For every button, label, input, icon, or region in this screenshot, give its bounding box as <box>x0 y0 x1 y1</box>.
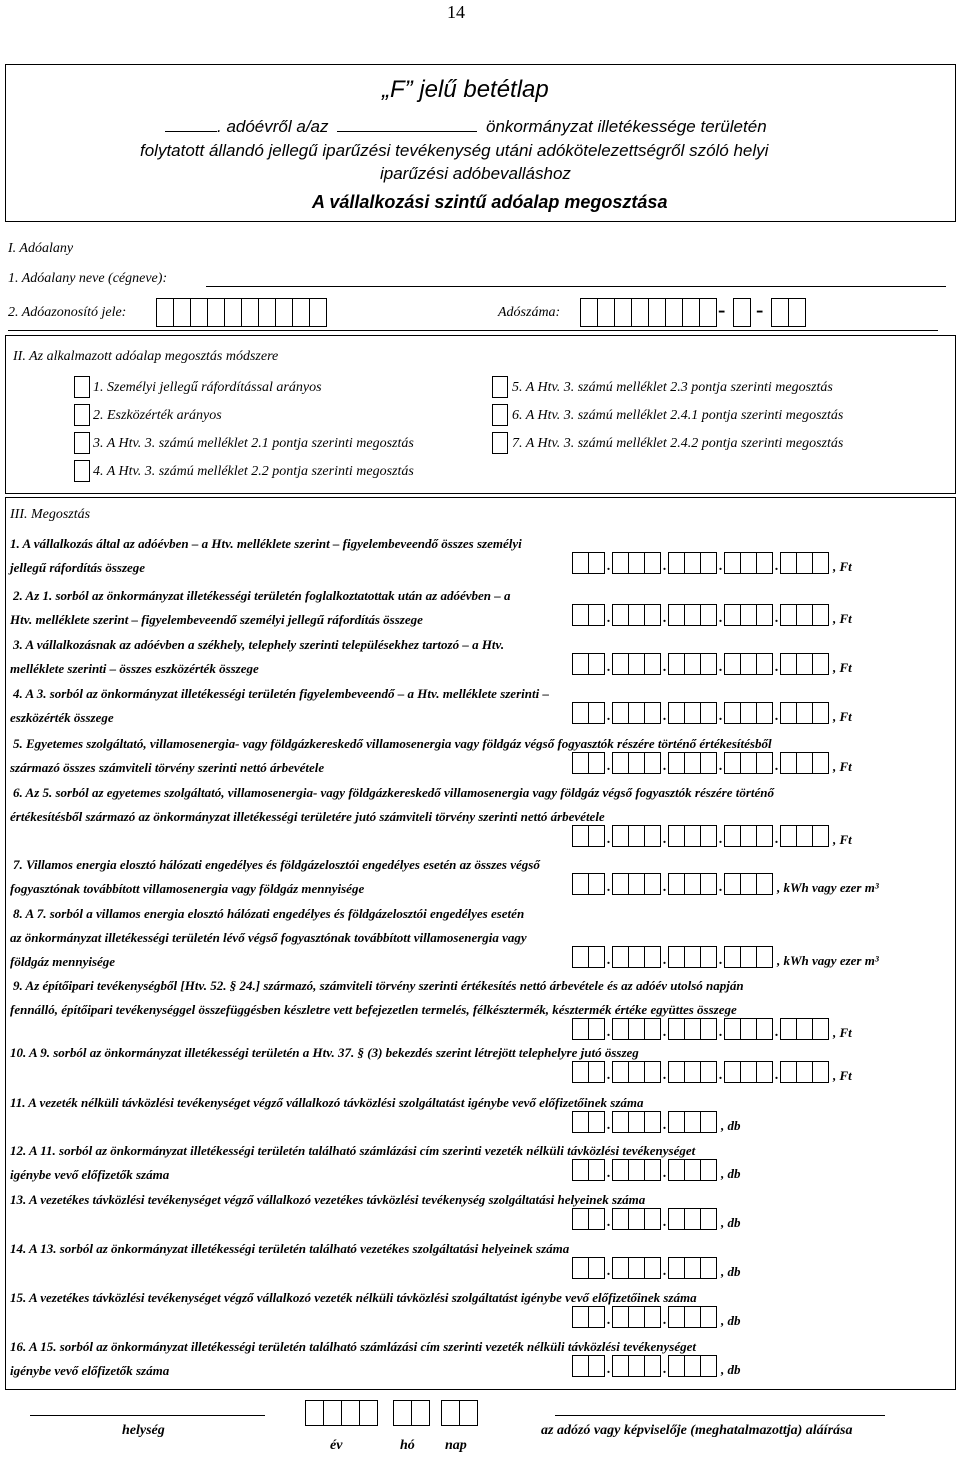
thousands-separator: . <box>606 559 611 574</box>
thousands-separator: . <box>718 709 723 724</box>
thousands-separator: . <box>606 1215 611 1230</box>
row-4-line-2: eszközérték összege <box>10 710 114 725</box>
row-2-unit: , Ft <box>833 611 852 626</box>
municipality-blank[interactable] <box>337 118 477 132</box>
year-label: év <box>330 1438 343 1453</box>
method-checkbox-2[interactable] <box>74 404 90 426</box>
section-1-divider <box>8 330 938 331</box>
row-16-value-cells[interactable] <box>572 1355 741 1377</box>
row-1-line-1: 1. A vállalkozás által az adóévben – a Htv. melléklete szerint – figyelembeveendő összes személyi <box>10 536 522 551</box>
row-4-line-1: 4. A 3. sorból az önkormányzat illetékességi területén figyelembeveendő – a Htv. melléklete szerinti – <box>13 686 549 701</box>
row-14-unit: , db <box>721 1264 741 1279</box>
row-8-value-cells[interactable] <box>572 946 879 968</box>
thousands-separator: . <box>774 832 779 847</box>
row-10-value-cells[interactable] <box>572 1061 852 1083</box>
month-cells[interactable] <box>393 1400 430 1426</box>
method-label-4: 4. A Htv. 3. számú melléklet 2.2 pontja szerinti megosztás <box>93 464 414 479</box>
year-blank[interactable] <box>165 118 217 132</box>
row-9-unit: , Ft <box>833 1025 852 1040</box>
row-8-line-1: 8. A 7. sorból a villamos energia elosztó hálózati engedélyes és földgázelosztói engedélyes esetén <box>13 906 525 921</box>
method-checkbox-7[interactable] <box>492 432 508 454</box>
header-line-1: . adóévről a/az önkormányzat illetékessége területén <box>165 117 767 137</box>
row-16-line-1: 16. A 15. sorból az önkormányzat illetékességi területén található számlázási cím szerinti vezeték nélküli távközlési tevékenységet <box>10 1339 696 1354</box>
thousands-separator: . <box>774 611 779 626</box>
row-13-unit: , db <box>721 1215 741 1230</box>
row-1-line-2: jellegű ráfordítás összege <box>10 560 146 575</box>
row-1-value-cells[interactable] <box>572 552 852 574</box>
thousands-separator: . <box>662 759 667 774</box>
thousands-separator: . <box>606 759 611 774</box>
method-label-1: 1. Személyi jellegű ráfordítással arányos <box>93 380 322 395</box>
thousands-separator: . <box>718 1025 723 1040</box>
row-15-value-cells[interactable] <box>572 1306 741 1328</box>
row-6-line-2: értékesítésből származó az önkormányzat illetékességi területére jutó számviteli törvény szerinti nettó árbevétele <box>10 809 605 824</box>
year-cells[interactable] <box>305 1400 378 1426</box>
thousands-separator: . <box>662 559 667 574</box>
row-9-value-cells[interactable] <box>572 1018 852 1040</box>
thousands-separator: . <box>606 1118 611 1133</box>
row-5-line-2: származó összes számviteli törvény szerinti nettó árbevétele <box>10 760 325 775</box>
row-8-unit: , kWh vagy ezer m³ <box>777 953 879 968</box>
row-7-unit: , kWh vagy ezer m³ <box>777 880 879 895</box>
row-10-line-1: 10. A 9. sorból az önkormányzat illetékességi területén a Htv. 37. § (3) bekezdés szerint létrejött telephelyre jutó összeg <box>10 1045 639 1060</box>
method-label-6: 6. A Htv. 3. számú melléklet 2.4.1 pontja szerinti megosztás <box>512 408 844 423</box>
thousands-separator: . <box>606 660 611 675</box>
thousands-separator: . <box>606 1025 611 1040</box>
row-2-line-1: 2. Az 1. sorból az önkormányzat illetékességi területén foglalkoztatottak után az adóévben – a <box>13 588 511 603</box>
row-8-line-2: az önkormányzat illetékességi területén lévő végső fogyasztónak továbbított villamosenergia vagy <box>10 930 527 945</box>
row-16-line-2: igénybe vevő előfizetők száma <box>10 1363 170 1378</box>
row-6-unit: , Ft <box>833 832 852 847</box>
row-3-line-1: 3. A vállalkozásnak az adóévben a székhely, telephely szerinti településekhez tartozó – a Htv. <box>13 637 505 652</box>
thousands-separator: . <box>718 660 723 675</box>
thousands-separator: . <box>606 1166 611 1181</box>
section-1-heading: I. Adóalany <box>8 241 74 256</box>
thousands-separator: . <box>662 1362 667 1377</box>
thousands-separator: . <box>774 660 779 675</box>
row-7-line-1: 7. Villamos energia elosztó hálózati engedélyes és földgázelosztói engedélyes esetén az összes végső <box>13 857 540 872</box>
row-5-line-1: 5. Egyetemes szolgáltató, villamosenergia- vagy földgázkereskedő villamosenergia vagy földgáz végső fogyasztók részére történő értékesítésből <box>13 736 772 751</box>
row-12-line-1: 12. A 11. sorból az önkormányzat illetékességi területén található számlázási cím szerinti vezeték nélküli távközlési tevékenységet <box>10 1143 696 1158</box>
row-7-value-cells[interactable] <box>572 873 879 895</box>
day-cells[interactable] <box>441 1400 478 1426</box>
day-label: nap <box>445 1438 467 1453</box>
thousands-separator: . <box>606 832 611 847</box>
method-checkbox-3[interactable] <box>74 432 90 454</box>
row-11-value-cells[interactable] <box>572 1111 741 1133</box>
thousands-separator: . <box>774 1068 779 1083</box>
row-3-unit: , Ft <box>833 660 852 675</box>
place-line[interactable] <box>30 1415 265 1416</box>
row-8-line-3: földgáz mennyisége <box>10 954 116 969</box>
thousands-separator: . <box>718 1068 723 1083</box>
row-15-unit: , db <box>721 1313 741 1328</box>
method-label-2: 2. Eszközérték arányos <box>93 408 222 423</box>
thousands-separator: . <box>662 880 667 895</box>
row-7-line-2: fogyasztónak továbbított villamosenergia vagy földgáz mennyisége <box>10 881 365 896</box>
thousands-separator: . <box>718 832 723 847</box>
thousands-separator: . <box>662 1166 667 1181</box>
row-5-value-cells[interactable] <box>572 752 852 774</box>
thousands-separator: . <box>774 759 779 774</box>
signature-label: az adózó vagy képviselője (meghatalmazottja) aláírása <box>541 1423 853 1438</box>
thousands-separator: . <box>606 1313 611 1328</box>
tax-id-label: 2. Adóazonosító jele: <box>8 305 127 320</box>
month-label: hó <box>400 1438 415 1453</box>
taxpayer-name-label: 1. Adóalany neve (cégneve): <box>8 271 168 286</box>
row-12-value-cells[interactable] <box>572 1159 741 1181</box>
thousands-separator: . <box>718 759 723 774</box>
method-checkbox-1[interactable] <box>74 376 90 398</box>
tax-number-label: Adószáma: <box>498 305 561 320</box>
thousands-separator: . <box>662 1118 667 1133</box>
thousands-separator: . <box>606 1068 611 1083</box>
thousands-separator: . <box>662 1313 667 1328</box>
tax-number-dash-1: - <box>718 297 726 322</box>
header-line-3: iparűzési adóbevalláshoz <box>380 164 571 183</box>
thousands-separator: . <box>606 1264 611 1279</box>
form-title: „F” jelű betétlap <box>382 76 549 103</box>
method-checkbox-6[interactable] <box>492 404 508 426</box>
thousands-separator: . <box>662 953 667 968</box>
method-label-5: 5. A Htv. 3. számú melléklet 2.3 pontja szerinti megosztás <box>512 380 833 395</box>
method-label-3: 3. A Htv. 3. számú melléklet 2.1 pontja szerinti megosztás <box>93 436 414 451</box>
thousands-separator: . <box>774 709 779 724</box>
signature-line[interactable] <box>555 1415 885 1416</box>
place-label: helység <box>122 1423 165 1438</box>
thousands-separator: . <box>718 559 723 574</box>
thousands-separator: . <box>718 953 723 968</box>
row-12-line-2: igénybe vevő előfizetők száma <box>10 1167 170 1182</box>
method-checkbox-5[interactable] <box>492 376 508 398</box>
row-14-line-1: 14. A 13. sorból az önkormányzat illetékességi területén található vezetékes szolgáltatási helyeinek száma <box>10 1241 570 1256</box>
row-6-value-cells[interactable] <box>572 825 852 847</box>
thousands-separator: . <box>662 660 667 675</box>
thousands-separator: . <box>606 611 611 626</box>
header-subtitle: A vállalkozási szintű adóalap megosztása <box>312 192 668 212</box>
thousands-separator: . <box>606 1362 611 1377</box>
row-15-line-1: 15. A vezetékes távközlési tevékenységet végző vállalkozó vezeték nélküli távközlési szolgáltatást igénybe vevő előfizetőinek száma <box>10 1290 697 1305</box>
tax-number-cells-2[interactable] <box>733 298 751 327</box>
row-5-unit: , Ft <box>833 759 852 774</box>
thousands-separator: . <box>662 832 667 847</box>
thousands-separator: . <box>662 1068 667 1083</box>
row-10-unit: , Ft <box>833 1068 852 1083</box>
thousands-separator: . <box>662 1215 667 1230</box>
tax-number-dash-2: - <box>756 297 764 322</box>
thousands-separator: . <box>718 611 723 626</box>
method-checkbox-4[interactable] <box>74 460 90 482</box>
thousands-separator: . <box>774 1025 779 1040</box>
method-label-7: 7. A Htv. 3. számú melléklet 2.4.2 pontja szerinti megosztás <box>512 436 844 451</box>
thousands-separator: . <box>662 1264 667 1279</box>
section-2-heading: II. Az alkalmazott adóalap megosztás módszere <box>13 349 279 364</box>
tax-id-cells[interactable] <box>156 298 327 327</box>
row-4-value-cells[interactable] <box>572 702 852 724</box>
section-3-heading: III. Megosztás <box>10 507 91 522</box>
row-4-unit: , Ft <box>833 709 852 724</box>
row-2-line-2: Htv. melléklete szerint – figyelembeveendő személyi jellegű ráfordítás összege <box>10 612 423 627</box>
thousands-separator: . <box>606 709 611 724</box>
row-12-unit: , db <box>721 1166 741 1181</box>
row-11-unit: , db <box>721 1118 741 1133</box>
row-14-value-cells[interactable] <box>572 1257 741 1279</box>
row-2-value-cells[interactable] <box>572 604 852 626</box>
thousands-separator: . <box>606 880 611 895</box>
row-13-line-1: 13. A vezetékes távközlési tevékenységet végző vállalkozó vezetékes távközlési tevékenység szolgáltatási helyeinek száma <box>10 1192 646 1207</box>
row-9-line-1: 9. Az építőipari tevékenységből [Htv. 52. § 24.] származó, számviteli törvény szerinti értékesítés nettó árbevétele és az adóév utolsó napján <box>13 978 744 993</box>
taxpayer-name-field[interactable] <box>206 286 946 287</box>
header-line-2: folytatott állandó jellegű iparűzési tevékenység utáni adókötelezettségről szóló helyi <box>140 141 769 160</box>
thousands-separator: . <box>662 1025 667 1040</box>
row-3-value-cells[interactable] <box>572 653 852 675</box>
thousands-separator: . <box>774 559 779 574</box>
row-6-line-1: 6. Az 5. sorból az egyetemes szolgáltató, villamosenergia- vagy földgázkereskedő villamosenergia vagy földgáz végső fogyasztók részére történő <box>13 785 775 800</box>
row-1-unit: , Ft <box>833 559 852 574</box>
tax-number-cells-3[interactable] <box>771 298 806 327</box>
page-number: 14 <box>447 2 465 22</box>
row-11-line-1: 11. A vezeték nélküli távközlési tevékenységet végző vállalkozó távközlési szolgáltatást igénybe vevő előfizetőinek száma <box>10 1095 644 1110</box>
row-16-unit: , db <box>721 1362 741 1377</box>
thousands-separator: . <box>662 709 667 724</box>
tax-number-cells-1[interactable] <box>580 298 717 327</box>
row-3-line-2: melléklete szerinti – összes eszközérték összege <box>10 661 259 676</box>
row-13-value-cells[interactable] <box>572 1208 741 1230</box>
thousands-separator: . <box>718 880 723 895</box>
thousands-separator: . <box>606 953 611 968</box>
thousands-separator: . <box>662 611 667 626</box>
row-9-line-2: fennálló, építőipari tevékenységgel összefüggésben készletre vett befejezetlen termelés, félkésztermék, késztermék értéke együttes összege <box>10 1002 737 1017</box>
